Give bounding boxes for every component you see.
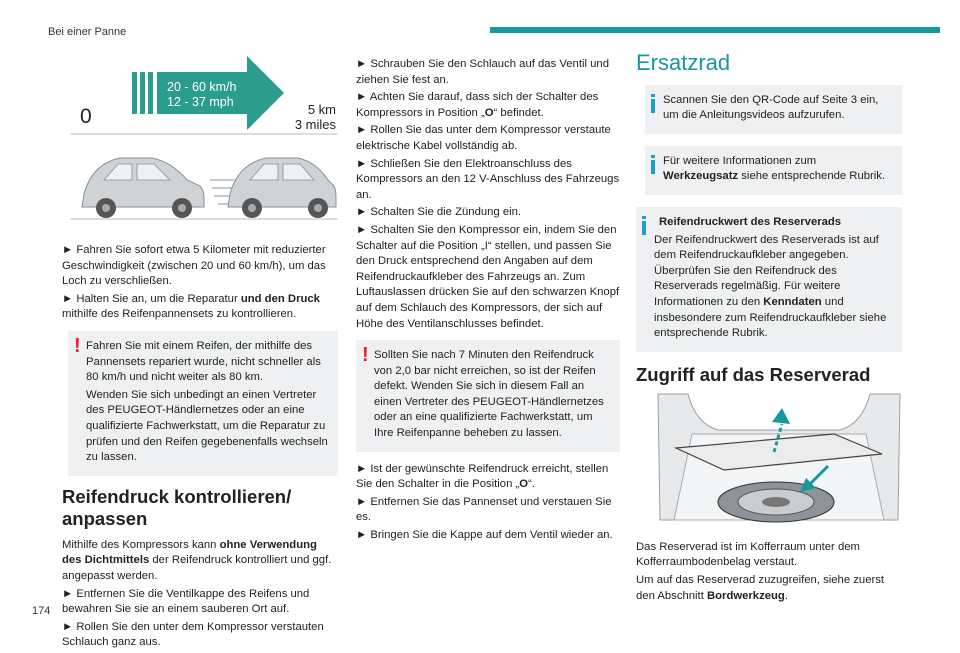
pressure-intro: Mithilfe des Kompressors kann ohne Verwendung des Dichtmittels der Reifendruck kontrolliert und ggf. angepasst werden. <box>62 538 332 582</box>
step-stop: ► Halten Sie an, um die Reparatur und den Druck mithilfe des Reifenpannensets zu kontrollieren. <box>62 292 320 321</box>
spare-wheel-icon <box>718 482 834 522</box>
warning-text-speed: Fahren Sie mit einem Reifen, der mithilfe des Pannensets repariert wurde, nicht schneller als 80 km/h und nicht weiter als 80 km. <box>86 339 321 384</box>
distance-label <box>288 102 336 132</box>
warning-icon: ! <box>362 344 369 367</box>
speed-range-label <box>162 76 244 114</box>
info-box-spare-pressure <box>636 207 902 352</box>
spare-access-text: Um auf das Reserverad zuzugreifen, siehe zuerst den Abschnitt Bordwerkzeug. <box>636 573 885 602</box>
info-box-qr <box>645 85 902 134</box>
distance-km: 5 km <box>307 102 336 117</box>
distance-start: 0 <box>80 105 92 128</box>
step-connect: ► Schließen Sie den Elektroanschluss des Kompressors an den 12 V-Anschluss des Fahrzeugs an. <box>356 157 620 201</box>
column-middle <box>356 57 620 546</box>
distance-miles: 3 miles <box>294 117 336 132</box>
step-unroll-hose: ► Rollen Sie den unter dem Kompressor verstauten Schlauch ganz aus. <box>62 620 324 649</box>
page-number: 174 <box>32 605 51 617</box>
step-switch-off: ► Ist der gewünschte Reifendruck erreicht, stellen Sie den Schalter in die Position „O“. <box>356 462 609 491</box>
section-title-spare-wheel: Ersatzrad <box>636 50 731 75</box>
spare-wheel-graphic <box>648 394 910 520</box>
page-header-title: Bei einer Panne <box>48 26 127 38</box>
warning-box-pressure <box>356 340 620 452</box>
trunk-illustration <box>648 394 910 520</box>
step-unroll-cable: ► Rollen Sie das unter dem Kompressor verstaute elektrische Kabel vollständig ab. <box>356 124 611 152</box>
info-title-spare-pressure: Reifendruckwert des Reserverads <box>659 215 842 228</box>
step-ignition: ► Schalten Sie die Zündung ein. <box>356 206 522 219</box>
step-drive: ► Fahren Sie sofort etwa 5 Kilometer mit reduzierter Geschwindigkeit (zwischen 20 und 60 km/h), um das Loch zu verschließen. <box>62 244 326 288</box>
info-text-spare-pressure: Der Reifendruckwert des Reserverads ist auf dem Reifendruckaufkleber angegeben. Überprüfen Sie den Reifendruck des Reserverads regelmäßig. Für weitere Informationen zu den Kenndaten und insbesondere zum Reifendruckaufkleber siehe entsprechende Rubrik. <box>654 233 887 340</box>
warning-icon: ! <box>74 334 81 357</box>
info-icon <box>651 155 655 175</box>
spare-location-text: Das Reserverad ist im Kofferraum unter dem Kofferraumbodenbelag verstaut. <box>636 540 860 569</box>
car-left-icon <box>82 158 204 218</box>
warning-text-pressure: Sollten Sie nach 7 Minuten den Reifendruck von 2,0 bar nicht erreichen, so ist der Reifen defekt. Wenden Sie sich in diesem Fall an einen Vertreter des PEUGEOT-Händlernetzes oder an eine qualifizierte Fachwerkstatt, um Ihre Reifenpanne beheben zu lassen. <box>374 349 604 440</box>
section-heading-access: Zugriff auf das Reserverad <box>636 363 871 385</box>
header-accent-bar <box>490 27 940 33</box>
step-remove-cap: ► Entfernen Sie die Ventilkappe des Reifens und bewahren Sie sie an einem sauberen Ort auf. <box>62 587 310 616</box>
speed-mph: 12 - 37 mph <box>167 95 234 109</box>
section-heading-pressure: Reifendruck kontrollieren/ anpassen <box>62 485 292 529</box>
column-right <box>636 50 902 606</box>
step-screw-hose: ► Schrauben Sie den Schlauch auf das Ventil und ziehen Sie fest an. <box>356 58 609 86</box>
warning-box-speed <box>68 331 338 476</box>
info-box-toolkit <box>645 146 902 195</box>
step-switch-on: ► Schalten Sie den Kompressor ein, indem Sie den Schalter auf die Position „I“ stellen, und passen Sie den Druck entsprechend den Angaben auf dem Reifendruckaufkleber des Fahrzeugs an. Zum Luftauslassen drücken Sie auf den schwarzen Knopf auf dem Schlauch des Kompressors, der sich auf Höhe des Ventilanschlusses befindet. <box>356 223 620 330</box>
speed-distance-illustration <box>62 52 338 237</box>
info-text-toolkit: Für weitere Informationen zum Werkzeugsatz siehe entsprechende Rubrik. <box>663 154 886 183</box>
speed-kmh: 20 - 60 km/h <box>167 80 237 94</box>
step-replace-cap: ► Bringen Sie die Kappe auf dem Ventil wieder an. <box>356 529 613 542</box>
info-icon <box>651 94 655 114</box>
info-text-qr: Scannen Sie den QR-Code auf Seite 3 ein, um die Anleitungsvideos aufzurufen. <box>663 93 879 122</box>
step-store-kit: ► Entfernen Sie das Pannenset und verstauen Sie es. <box>356 495 612 524</box>
car-right-icon <box>228 158 336 218</box>
info-icon <box>642 216 646 236</box>
column-left <box>62 52 338 653</box>
warning-text-dealer: Wenden Sie sich unbedingt an einen Vertreter des PEUGEOT-Händlernetzes oder an eine qualifizierte Fachwerkstatt, um die Reparatur zu prüfen und den Reifen gegebenenfalls wechseln zu lassen. <box>86 388 328 464</box>
step-switch-o: ► Achten Sie darauf, dass sich der Schalter des Kompressors in Position „O“ befindet. <box>356 91 599 119</box>
